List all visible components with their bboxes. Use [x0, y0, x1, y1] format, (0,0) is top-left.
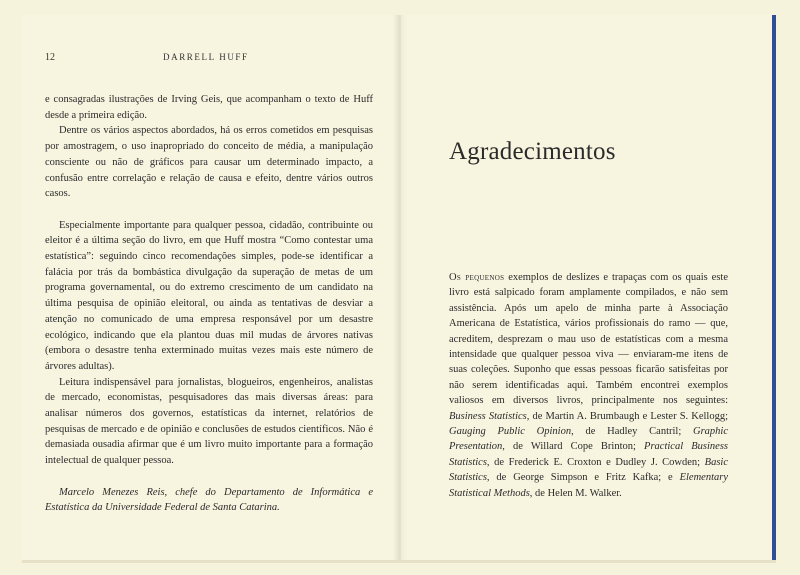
chapter-title: Agradecimentos: [449, 138, 616, 165]
book-title: Graphic Presentation: [449, 426, 729, 453]
book-title: Elementary Statistical Methods: [449, 472, 728, 499]
text-run: , de George Simpson e Fritz Kafka; e: [486, 472, 680, 484]
text-run: , de Willard Cope Brinton;: [502, 441, 645, 453]
signature: Marcelo Menezes Reis, chefe do Departamento de Informática e Estatística da Universidade Federal de Santa Catarina.: [45, 486, 373, 514]
text-run: , de Frederick E. Croxton e Dudley J. Cowden;: [486, 456, 705, 468]
page-edge-bottom: [22, 560, 776, 563]
running-head: DARRELL HUFF: [163, 52, 249, 62]
paragraph: Dentre os vários aspectos abordados, há os erros cometidos em pesquisas por amostragem, o uso inapropriado do conceito de média, a manipulação consciente ou não de gráficos para causar um determinado impacto, a confusão entre correlação e relação de causa e efeito, dentre vários outros casos.: [45, 125, 373, 200]
book-title: Business Statistics: [449, 410, 527, 422]
text-run: , de Helen M. Walker.: [529, 487, 622, 499]
paragraph: e consagradas ilustrações de Irving Geis, que acompanham o texto de Huff desde a primeira edição.: [45, 94, 373, 121]
text-run: , de Martin A. Brumbaugh e Lester S. Kellogg;: [526, 410, 728, 422]
book-gutter: [393, 15, 407, 563]
text-run: exemplos de deslizes e trapaças com os quais este livro está salpicado foram amplamente compilados, e não sem assistência. Após um apelo de minha parte à Associação Americana de Estatística, vários profissionais do ramo — que, acreditem, desprezam o mau uso de estatísticas com a mesma intensidade que qualquer pessoa viva — enviaram-me itens de suas coleções. Suponho que essas pessoas ficarão satisfeitas por não serem identificadas aqui. Também encontrei exemplos valiosos em diversos livros, principalmente nos seguintes:: [449, 272, 728, 407]
paragraph: Leitura indispensável para jornalistas, blogueiros, engenheiros, analistas de mercado, economistas, pesquisadores das mais diversas áreas: para analisar números dos governos, estatísticas da internet, relatórios de pesquisas de mercado e de opinião e conclusões de estudos científicos. Não é demasiada ousadia afirmar que é um livro muito importante para a formação intelectual de qualquer pessoa.: [45, 376, 373, 467]
left-page-text: [45, 92, 373, 516]
paragraph: Especialmente importante para qualquer pessoa, cidadão, contribuinte ou eleitor é a última seção do livro, em que Huff mostra “Como contestar uma estatística”: seguindo cinco recomendações simples, pode-se identificar a falácia por trás da bombástica divulgação da superação de metas de um programa governamental, ou do extremo crescimento de um candidato na última pesquisa de opinião eleitoral, ou ainda as tentativas de desviar a atenção no comunicado de uma empresa responsável por um desastre ecológico, indicando que ela plantou duas mil mudas de árvores nativas (embora o desastre tenha exterminado muitas vezes mais este número de árvores adultas).: [45, 219, 373, 372]
text-run: , de Hadley Cantril;: [571, 426, 694, 438]
acknowledgements-paragraph: [449, 270, 728, 501]
acknowledgements-text: [449, 270, 728, 501]
book-title: Basic Statistics: [449, 456, 728, 484]
book-title: Practical Business Statistics: [449, 441, 728, 468]
lead-smallcaps: Os pequenos: [449, 272, 505, 283]
page-edge-blue: [772, 15, 776, 563]
page-number: 12: [45, 52, 55, 63]
book-title: Gauging Public Opinion: [449, 426, 572, 438]
